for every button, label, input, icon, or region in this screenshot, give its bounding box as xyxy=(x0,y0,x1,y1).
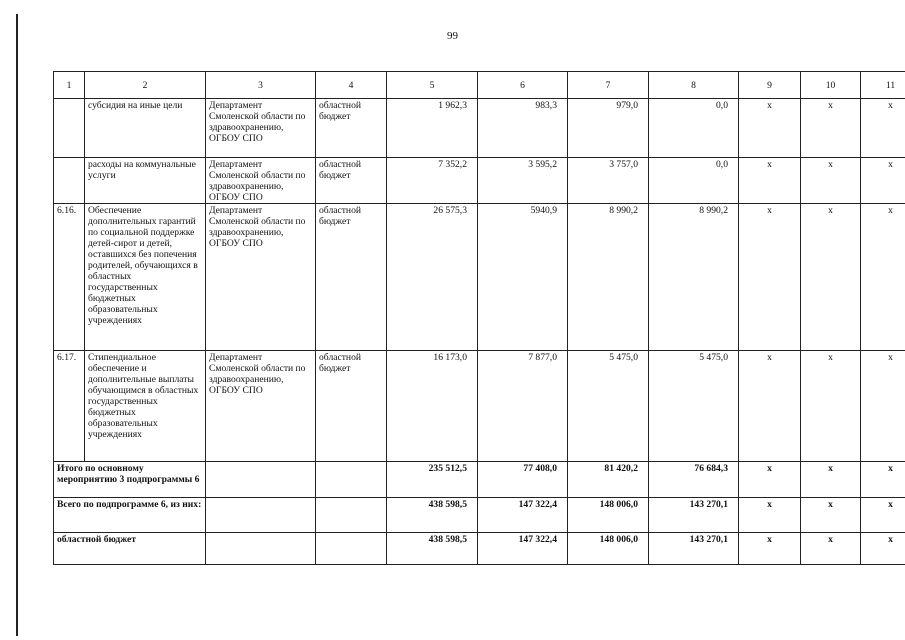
row-name: субсидия на иные цели xyxy=(85,99,206,158)
row-number xyxy=(54,158,85,204)
row-year1: 5940,9 xyxy=(478,204,568,351)
row-executor: Департамент Смоленской области по здравоохранению, ОГБОУ СПО xyxy=(206,204,316,351)
row-col11: х xyxy=(861,351,905,462)
empty-cell xyxy=(206,533,316,565)
total-row xyxy=(54,462,905,498)
row-source: областной бюджет xyxy=(316,204,387,351)
scan-margin-line xyxy=(16,14,18,636)
row-name: Обеспечение дополнительных гарантий по социальной поддержке детей-сирот и детей, оставшихся без попечения родителей, обучающихся в областных государственных бюджетных образовательных учреждениях xyxy=(85,204,206,351)
row-year2: 3 757,0 xyxy=(568,158,649,204)
empty-cell xyxy=(206,498,316,533)
table-row xyxy=(54,99,905,158)
row-col9: х xyxy=(739,99,801,158)
total-year2: 148 006,0 xyxy=(568,498,649,533)
total-year1: 147 322,4 xyxy=(478,498,568,533)
row-number: 6.16. xyxy=(54,204,85,351)
page-number: 99 xyxy=(447,30,458,42)
header-cell: 7 xyxy=(568,72,649,99)
total-col10: х xyxy=(801,533,861,565)
row-executor: Департамент Смоленской области по здравоохранению, ОГБОУ СПО xyxy=(206,351,316,462)
total-sum: 438 598,5 xyxy=(387,498,478,533)
header-cell: 3 xyxy=(206,72,316,99)
row-year2: 5 475,0 xyxy=(568,351,649,462)
row-col10: х xyxy=(801,351,861,462)
row-number xyxy=(54,99,85,158)
total-col11: х xyxy=(861,498,905,533)
header-cell: 4 xyxy=(316,72,387,99)
total-col10: х xyxy=(801,498,861,533)
row-executor: Департамент Смоленской области по здравоохранению, ОГБОУ СПО xyxy=(206,99,316,158)
empty-cell xyxy=(316,462,387,498)
total-label: Итого по основному мероприятию 3 подпрограммы 6 xyxy=(54,462,206,498)
row-total: 26 575,3 xyxy=(387,204,478,351)
empty-cell xyxy=(206,462,316,498)
row-executor: Департамент Смоленской области по здравоохранению, ОГБОУ СПО xyxy=(206,158,316,204)
total-label: Всего по подпрограмме 6, из них: xyxy=(54,498,206,533)
row-col10: х xyxy=(801,99,861,158)
row-col11: х xyxy=(861,99,905,158)
total-label: областной бюджет xyxy=(54,533,206,565)
empty-cell xyxy=(316,533,387,565)
total-sum: 235 512,5 xyxy=(387,462,478,498)
row-source: областной бюджет xyxy=(316,99,387,158)
row-year3: 5 475,0 xyxy=(649,351,739,462)
row-col9: х xyxy=(739,351,801,462)
row-year1: 7 877,0 xyxy=(478,351,568,462)
total-col11: х xyxy=(861,533,905,565)
header-cell: 6 xyxy=(478,72,568,99)
row-source: областной бюджет xyxy=(316,351,387,462)
header-cell: 2 xyxy=(85,72,206,99)
total-year3: 76 684,3 xyxy=(649,462,739,498)
row-col10: х xyxy=(801,204,861,351)
row-year1: 983,3 xyxy=(478,99,568,158)
total-col11: х xyxy=(861,462,905,498)
total-year1: 77 408,0 xyxy=(478,462,568,498)
header-cell: 9 xyxy=(739,72,801,99)
row-name: расходы на коммунальные услуги xyxy=(85,158,206,204)
empty-cell xyxy=(316,498,387,533)
header-cell: 8 xyxy=(649,72,739,99)
header-cell: 10 xyxy=(801,72,861,99)
row-col9: х xyxy=(739,158,801,204)
total-col10: х xyxy=(801,462,861,498)
row-year1: 3 595,2 xyxy=(478,158,568,204)
row-name: Стипендиальное обеспечение и дополнительные выплаты обучающимся в областных государственных бюджетных образовательных учреждениях xyxy=(85,351,206,462)
row-col10: х xyxy=(801,158,861,204)
row-total: 7 352,2 xyxy=(387,158,478,204)
row-year3: 8 990,2 xyxy=(649,204,739,351)
header-row xyxy=(54,72,905,99)
table-row xyxy=(54,158,905,204)
total-year3: 143 270,1 xyxy=(649,533,739,565)
header-cell: 1 xyxy=(54,72,85,99)
row-number: 6.17. xyxy=(54,351,85,462)
row-source: областной бюджет xyxy=(316,158,387,204)
table-row xyxy=(54,204,905,351)
total-col9: х xyxy=(739,533,801,565)
budget-table xyxy=(53,71,905,565)
total-row xyxy=(54,533,905,565)
total-row xyxy=(54,498,905,533)
row-year2: 979,0 xyxy=(568,99,649,158)
row-col11: х xyxy=(861,158,905,204)
total-year2: 148 006,0 xyxy=(568,533,649,565)
total-year2: 81 420,2 xyxy=(568,462,649,498)
total-col9: х xyxy=(739,462,801,498)
row-year3: 0,0 xyxy=(649,99,739,158)
total-sum: 438 598,5 xyxy=(387,533,478,565)
total-col9: х xyxy=(739,498,801,533)
total-year1: 147 322,4 xyxy=(478,533,568,565)
row-total: 1 962,3 xyxy=(387,99,478,158)
row-col11: х xyxy=(861,204,905,351)
table-row xyxy=(54,351,905,462)
row-year3: 0,0 xyxy=(649,158,739,204)
row-year2: 8 990,2 xyxy=(568,204,649,351)
header-cell: 11 xyxy=(861,72,905,99)
total-year3: 143 270,1 xyxy=(649,498,739,533)
row-total: 16 173,0 xyxy=(387,351,478,462)
row-col9: х xyxy=(739,204,801,351)
header-cell: 5 xyxy=(387,72,478,99)
